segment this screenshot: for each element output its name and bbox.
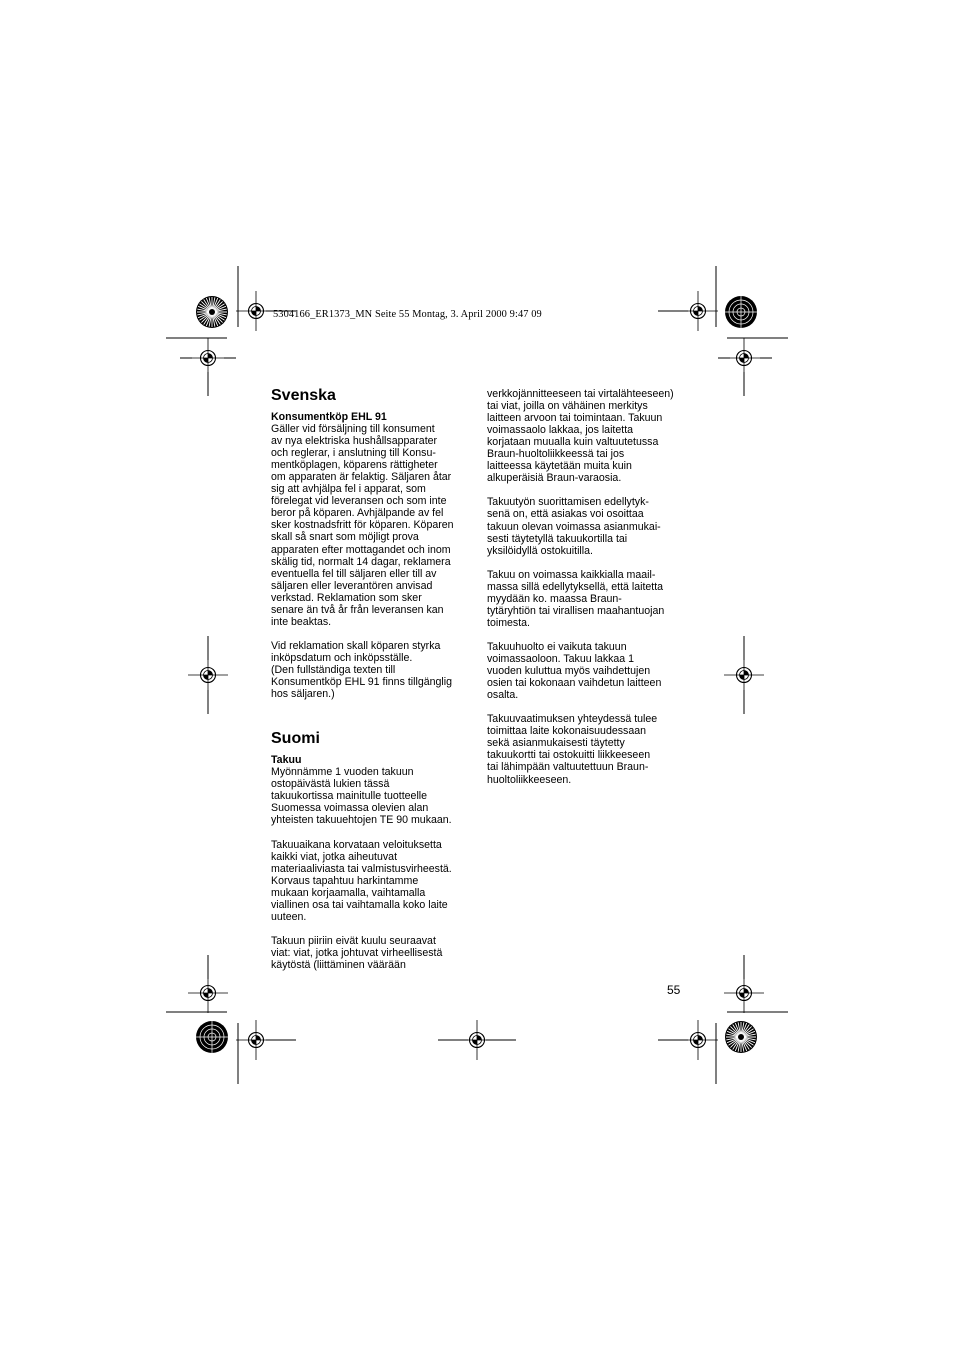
subheading-konsumentkop: Konsumentköp EHL 91 (271, 411, 387, 423)
paragraph: Takuuhuolto ei vaikuta takuun voimassaoloon. Takuu lakkaa 1 vuoden kuluttua myös vaihdettujen osien tai kokonaan vaihdetun laitteen osalta. (487, 640, 662, 702)
print-slug: 5304166_ER1373_MN Seite 55 Montag, 3. April 2000 9:47 09 (273, 309, 542, 320)
paragraph: Myönnämme 1 vuoden takuun ostopäivästä lukien tässä takuukortissa mainitulle tuotteelle Suomessa voimassa olevien alan yhteisten takuuehtojen TE 90 mukaan. (271, 766, 452, 827)
section-heading-svenska: Svenska (271, 387, 336, 404)
paragraph: verkkojännitteeseen tai virtalähteeseen) tai viat, joilla on vähäinen merkitys laitteen arvoon tai toimintaan. Takuun voimassaolo lakkaa, jos laitetta korjataan muualla kuin valtuutetussa Braun-huoltoliikkeessä tai jos laitteessa käytetään muita kuin alkuperäisiä Braun-varaosia. (487, 388, 674, 485)
section-svenska (271, 386, 471, 700)
paragraph: Takuutyön suorittamisen edellytyk- senä on, että asiakas voi osoittaa takuun olevan voimassa asianmukai- sesti täytetyllä takuukortilla tai yksilöidyllä ostokuitilla. (487, 496, 661, 557)
section-suomi (271, 729, 471, 971)
paragraph: Takuuvaatimuksen yhteydessä tulee toimittaa laite kokonaisuudessaan sekä asianmukaisesti täytetty takuukortti tai ostokuitti liikkeeseen tai lähimpään valtuutettuun Braun- huoltoliikkeeseen. (487, 713, 658, 786)
paragraph: Takuu on voimassa kaikkialla maail- massa sillä edellytyksellä, että laitetta myydään ko. maassa Braun- tytäryhtiön tai virallisen maahantuojan toimesta. (487, 568, 665, 629)
paragraph: Takuuaikana korvataan veloituksetta kaikki viat, jotka aiheutuvat materiaaliviasta tai valmistusvirheestä. Korvaus tapahtuu harkintamme mukaan korjaamalla, vaihtamalla viallinen osa tai vaihtamalla koko laite uuteen. (271, 838, 452, 923)
paragraph: Takuun piiriin eivät kuulu seuraavat viat: viat, jotka johtuvat virheellisestä käytöstä (liittäminen väärään (271, 934, 443, 971)
right-column (487, 388, 687, 798)
subheading-takuu: Takuu (271, 754, 302, 767)
page-number: 55 (667, 983, 681, 997)
paragraph: Gäller vid försäljning till konsument av nya elektriska hushållsapparater och reglerar, i anslutning till Konsu- mentköplagen, köparens rättigheter om apparaten är felaktig. Säljaren åtar sig att avhjälpa fel i apparat, som förelegat vid leveransen och som inte beror på köparen. Avhjälpande av fel sker kostnadsfritt för köparen. Köparen skall så snart som möjligt prova apparaten efter mottagandet och inom skälig tid, normalt 14 dagar, reklamera eventuella fel till säljaren eller till av säljaren eller leverantören anvisad verkstad. Reklamation som sker senare än två år från leveransen kan inte beaktas. (271, 423, 454, 628)
paragraph: Vid reklamation skall köparen styrka inköpsdatum och inköpsställe. (Den fullständiga texten till Konsumentköp EHL 91 finns tillgänglig hos säljaren.) (271, 639, 452, 701)
section-heading-suomi: Suomi (271, 730, 320, 748)
left-column (271, 386, 471, 983)
